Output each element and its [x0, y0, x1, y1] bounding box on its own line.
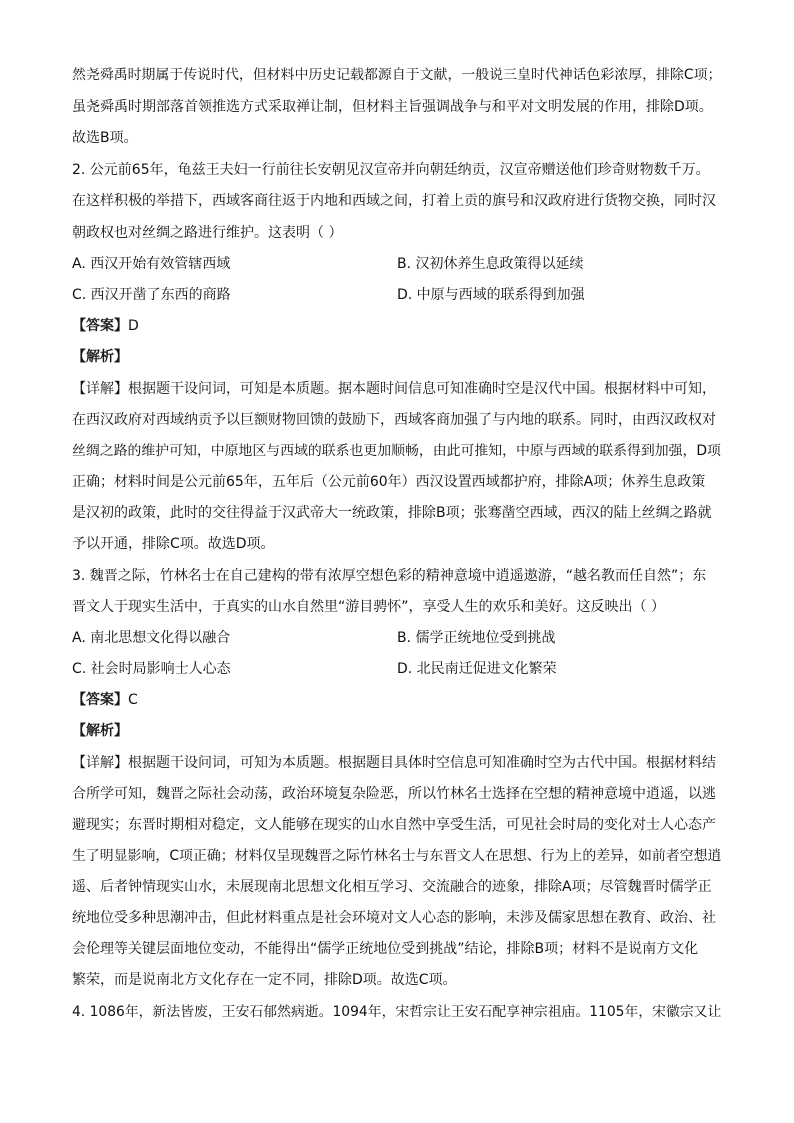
- q3-detail-line-2: 合所学可知，魏晋之际社会动荡，政治环境复杂险恶，所以竹林名士选择在空想的精神意境中逍遥，以逃: [72, 786, 716, 802]
- q2-detail-line-4: 正确；材料时间是公元前65年，五年后（公元前60年）西汉设置西域都护府，排除A项；休养生息政策: [72, 474, 706, 490]
- q2-option-d: D. 中原与西域的联系得到加强: [397, 287, 585, 303]
- q2-detail-line-3: 丝绸之路的维护可知，中原地区与西域的联系也更加顺畅，由此可推知，中原与西域的联系得到加强，D项: [72, 443, 721, 459]
- q4-stem-line-1: 4. 1086年，新法皆废，王安石郁然病逝。1094年，宋哲宗让王安石配享神宗祖庙。1105年，宋徽宗又让: [72, 1004, 722, 1020]
- q2-stem-line-2: 在这样积极的举措下，西域客商往返于内地和西域之间，打着上贡的旗号和汉政府进行货物交换，同时汉: [72, 193, 716, 209]
- q2-option-b: B. 汉初休养生息政策得以延续: [397, 256, 584, 272]
- q3-detail-line-5: 遥、后者钟情现实山水，未展现南北思想文化相互学习、交流融合的迹象，排除A项；尽管魏晋时儒学正: [72, 879, 712, 895]
- q3-answer: [72, 685, 138, 716]
- q3-detail-line-8: 繁荣，而是说南北方文化存在一定不同，排除D项。故选C项。: [72, 972, 457, 988]
- q1-explanation-line-2: 虽尧舜禹时期部落首领推选方式采取禅让制，但材料主旨强调战争与和平对文明发展的作用，排除D项。: [72, 99, 713, 115]
- q3-option-c: C. 社会时局影响士人心态: [72, 661, 231, 677]
- q2-option-a: A. 西汉开始有效管辖西域: [72, 256, 231, 272]
- answer-value: D: [128, 318, 139, 334]
- q2-detail-line-1: 【详解】根据题干设问词，可知是本质题。据本题时间信息可知准确时空是汉代中国。根据材料中可知，: [72, 381, 716, 397]
- q3-detail-line-3: 避现实；东晋时期相对稳定，文人能够在现实的山水自然中享受生活，可见社会时局的变化对士人心态产: [72, 817, 716, 833]
- q3-stem-line-2: 晋文人于现实生活中，于真实的山水自然里“游目骋怀”，享受人生的欢乐和美好。这反映出（ ）: [72, 599, 665, 615]
- q3-stem-line-1: 3. 魏晋之际，竹林名士在自己建构的带有浓厚空想色彩的精神意境中逍遥遨游，“越名教而任自然”；东: [72, 568, 707, 584]
- q2-stem-line-3: 朝政权也对丝绸之路进行维护。这表明（ ）: [72, 225, 343, 241]
- answer-label: 【答案】: [72, 318, 128, 334]
- answer-label: 【答案】: [72, 692, 128, 708]
- q2-detail-line-2: 在西汉政府对西域纳贡予以巨额财物回馈的鼓励下，西域客商加强了与内地的联系。同时，由西汉政权对: [72, 412, 716, 428]
- q3-option-b: B. 儒学正统地位受到挑战: [397, 630, 556, 646]
- q3-option-d: D. 北民南迁促进文化繁荣: [397, 661, 557, 677]
- q3-detail-line-1: 【详解】根据题干设问词，可知为本质题。根据题目具体时空信息可知准确时空为古代中国。根据材料结: [72, 755, 716, 771]
- q2-answer: [72, 311, 139, 342]
- q1-explanation-line-3: 故选B项。: [72, 130, 138, 146]
- q3-option-a: A. 南北思想文化得以融合: [72, 630, 231, 646]
- q1-explanation-line-1: 然尧舜禹时期属于传说时代，但材料中历史记载都源自于文献，一般说三皇时代神话色彩浓厚，排除C项；: [72, 67, 722, 83]
- q3-detail-line-7: 会伦理等关键层面地位变动，不能得出“儒学正统地位受到挑战”结论，排除B项；材料不是说南方文化: [72, 941, 699, 957]
- q2-stem-line-1: 2. 公元前65年，龟兹王夫妇一行前往长安朝见汉宣帝并向朝廷纳贡，汉宣帝赠送他们珍奇财物数千万。: [72, 162, 710, 178]
- q3-detail-line-6: 统地位受多种思潮冲击，但此材料重点是社会环境对文人心态的影响，未涉及儒家思想在教育、政治、社: [72, 910, 716, 926]
- q2-option-c: C. 西汉开凿了东西的商路: [72, 287, 231, 303]
- q2-detail-line-5: 是汉初的政策，此时的交往得益于汉武帝大一统政策，排除B项；张骞凿空西域，西汉的陆上丝绸之路就: [72, 505, 712, 521]
- answer-value: C: [128, 692, 138, 708]
- q3-detail-line-4: 生了明显影响，C项正确；材料仅呈现魏晋之际竹林名士与东晋文人在思想、行为上的差异，如前者空想逍: [72, 848, 722, 864]
- q3-analysis-label: 【解析】: [72, 723, 128, 739]
- q2-detail-line-6: 予以开通，排除C项。故选D项。: [72, 536, 275, 552]
- q2-analysis-label: 【解析】: [72, 349, 128, 365]
